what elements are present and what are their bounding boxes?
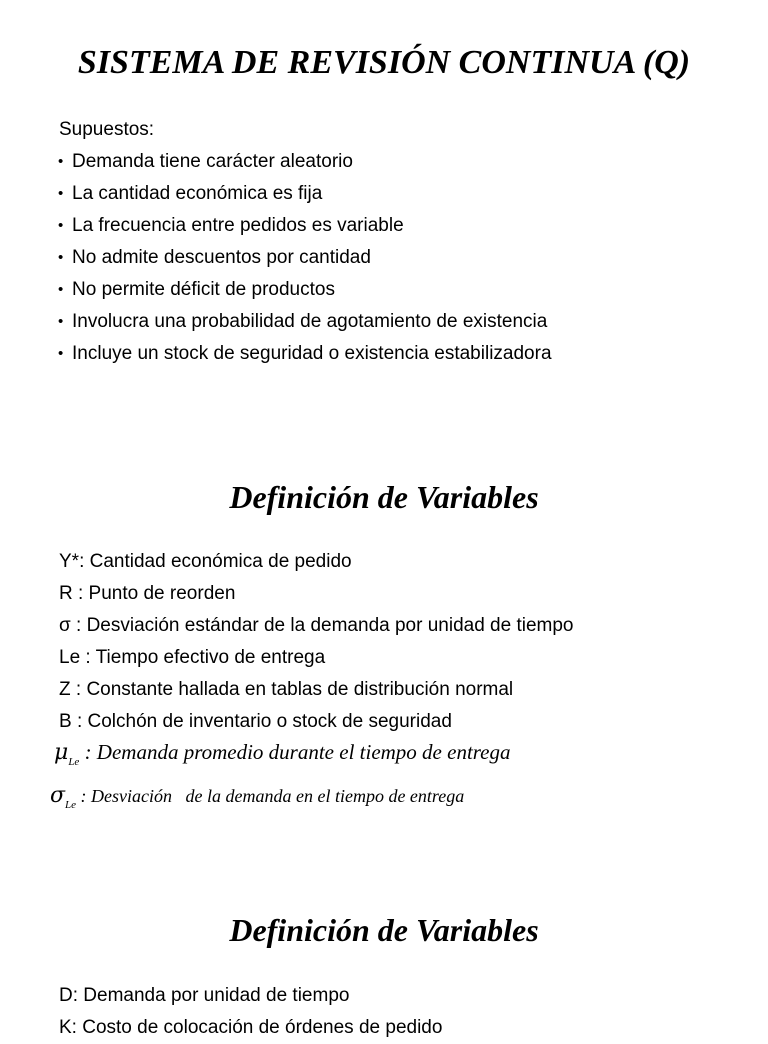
variable-item: K: Costo de colocación de órdenes de pedido — [59, 1017, 443, 1038]
sigma-description: : Desviación de la demanda en el tiempo de entrega — [76, 786, 465, 806]
list-item-text: Incluye un stock de seguridad o existencia estabilizadora — [72, 343, 552, 364]
bullet-icon: • — [58, 345, 64, 362]
sigma-symbol: σ — [50, 783, 66, 808]
variables-list — [59, 546, 574, 738]
list-item-text: Demanda tiene carácter aleatorio — [72, 151, 353, 172]
variable-item: Y*: Cantidad económica de pedido — [59, 551, 352, 572]
list-item — [58, 306, 552, 338]
list-item — [58, 242, 552, 274]
list-item — [58, 146, 552, 178]
variable-item: D: Demanda por unidad de tiempo — [59, 985, 350, 1006]
bullet-icon: • — [58, 153, 64, 170]
list-item-text: No admite descuentos por cantidad — [72, 247, 371, 268]
variable-item: Z : Constante hallada en tablas de distribución normal — [59, 679, 514, 700]
mu-description: : Demanda promedio durante el tiempo de entrega — [79, 740, 511, 764]
bullet-icon: • — [58, 249, 64, 266]
formula-sigma-le — [50, 783, 464, 811]
sigma-subscript: Le — [65, 799, 77, 811]
section-title-variables-2: Definición de Variables — [229, 912, 539, 948]
variables-list-2 — [59, 980, 442, 1044]
list-item — [58, 274, 552, 306]
bullet-icon: • — [58, 185, 64, 202]
supuestos-list — [59, 146, 552, 370]
list-item-text: La cantidad económica es fija — [72, 183, 323, 204]
mu-subscript: Le — [68, 756, 80, 768]
list-item — [58, 178, 552, 210]
main-title: SISTEMA DE REVISIÓN CONTINUA (Q) — [77, 44, 691, 81]
bullet-icon: • — [58, 281, 64, 298]
mu-symbol: μ — [54, 740, 69, 765]
bullet-icon: • — [58, 217, 64, 234]
list-item — [58, 338, 552, 370]
list-item — [58, 210, 552, 242]
supuestos-label: Supuestos: — [59, 119, 155, 140]
list-item-text: La frecuencia entre pedidos es variable — [72, 215, 404, 236]
formula-mu-le — [54, 740, 511, 768]
list-item-text: Involucra una probabilidad de agotamiento de existencia — [72, 311, 548, 332]
variable-item: σ : Desviación estándar de la demanda por unidad de tiempo — [59, 615, 574, 636]
list-item-text: No permite déficit de productos — [72, 279, 335, 300]
variable-item: B : Colchón de inventario o stock de seguridad — [59, 711, 452, 732]
bullet-icon: • — [58, 313, 64, 330]
variable-item: R : Punto de reorden — [59, 583, 236, 604]
variable-item: Le : Tiempo efectivo de entrega — [59, 647, 326, 668]
section-title-variables: Definición de Variables — [229, 479, 539, 515]
